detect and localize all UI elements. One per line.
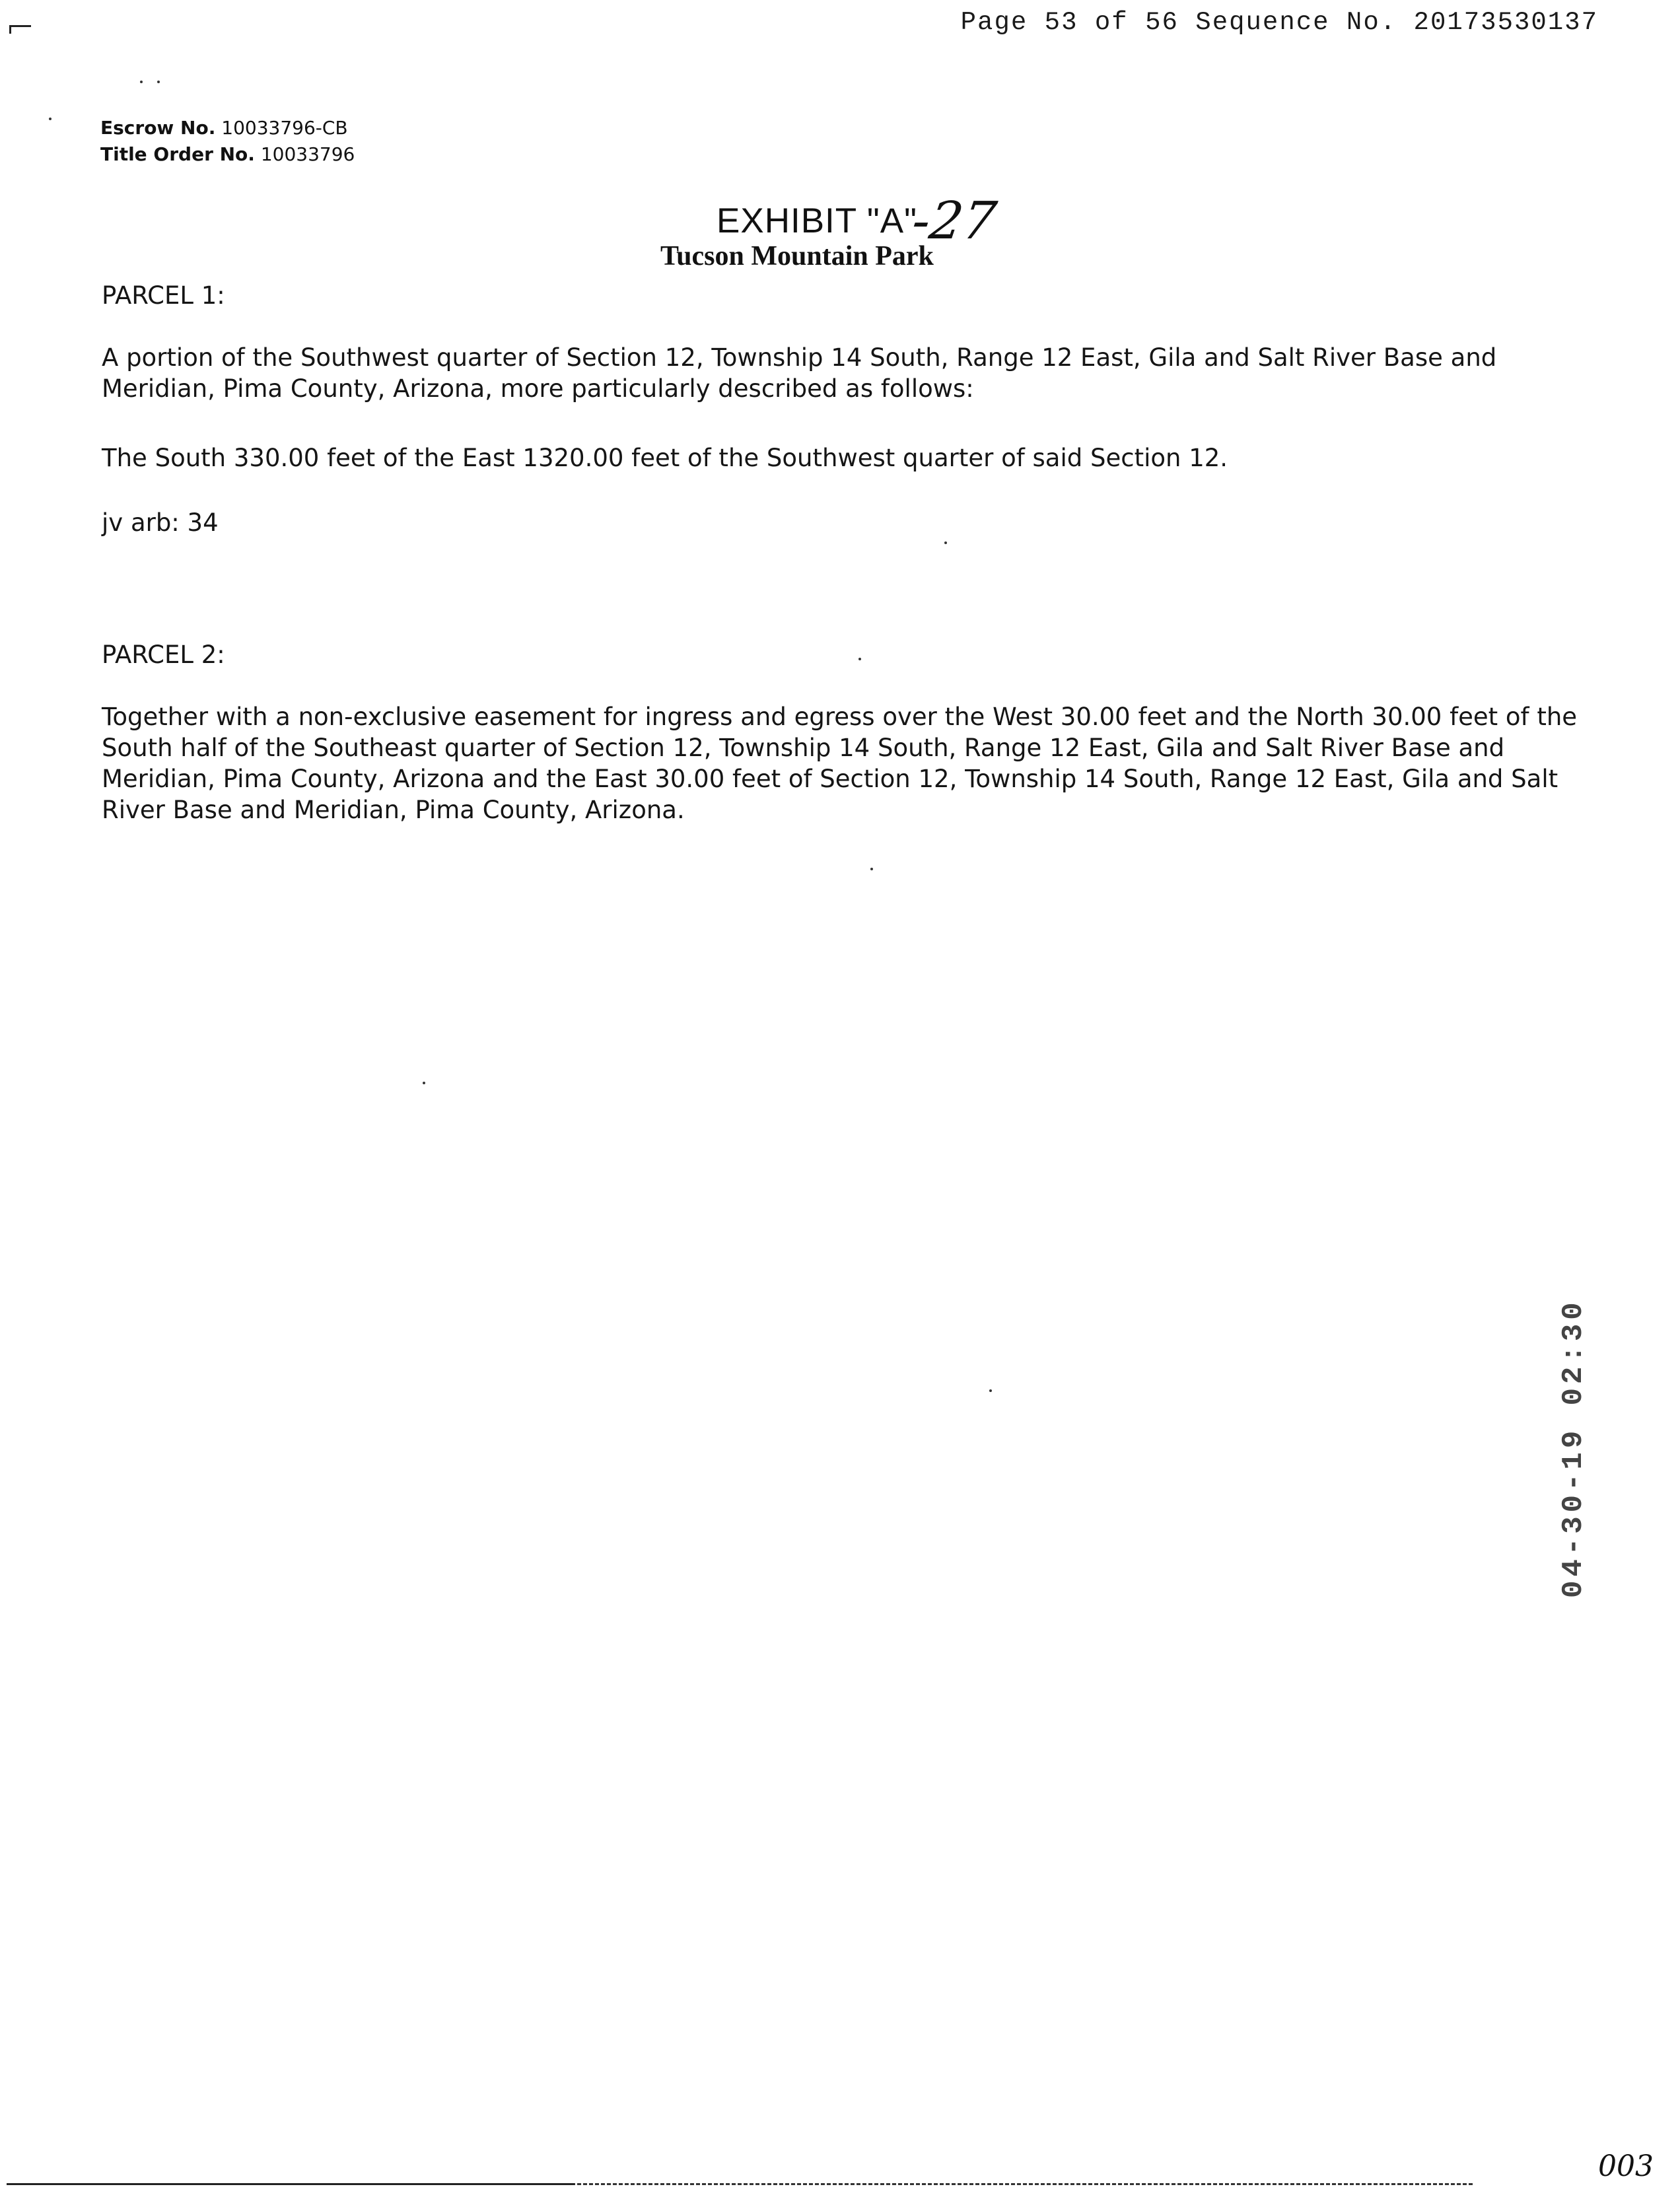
parcel1-arb: jv arb: 34 [102,508,219,537]
scan-speck [989,1389,992,1392]
exhibit-title: EXHIBIT "A" [717,201,917,240]
parcel1-description: A portion of the Southwest quarter of Section 12, Township 14 South, Range 12 East, Gila and Salt River Base and Meridian, Pima County, Arizona, more particularly described as follows: [102,343,1497,403]
parcel1-heading: PARCEL 1: [102,281,225,310]
page-number: 003 [1598,2149,1654,2183]
escrow-label: Escrow No. [100,117,216,139]
escrow-number: 10033796-CB [221,117,348,139]
parcel2-description: Together with a non-exclusive easement for ingress and egress over the West 30.00 feet and the North 30.00 feet of the South half of the Southeast quarter of Section 12, Township 14 South, Range 12 East, Gila and Salt River Base and Meridian, Pima County, Arizona and the East 30.00 feet of Section 12, Township 14 South, Range 12 East, Gila and Salt River Base and Meridian, Pima County, Arizona. [102,703,1578,824]
escrow-block [100,115,355,168]
page-sequence-header: Page 53 of 56 Sequence No. 20173530137 [960,8,1598,37]
footer-rule-solid [7,2183,575,2185]
title-order-number: 10033796 [260,143,355,165]
recording-stamp: 04-30-19 02:30 [1557,1298,1590,1598]
title-order-line [100,141,355,168]
scan-speck [870,868,873,870]
scan-speck [858,658,861,660]
escrow-line [100,115,355,141]
scan-speck [49,118,52,120]
parcel1-legal: The South 330.00 feet of the East 1320.00 feet of the Southwest quarter of said Section 12. [102,444,1228,472]
scan-speck [944,541,947,544]
scan-speck [157,81,160,83]
exhibit-handwritten-number: -27 [908,192,1000,251]
parcel2-heading: PARCEL 2: [102,641,225,669]
title-order-label: Title Order No. [100,143,255,165]
scan-speck [423,1082,425,1084]
scan-speck [140,81,143,83]
corner-crop-mark [9,25,31,34]
exhibit-subtitle: Tucson Mountain Park [660,241,934,271]
